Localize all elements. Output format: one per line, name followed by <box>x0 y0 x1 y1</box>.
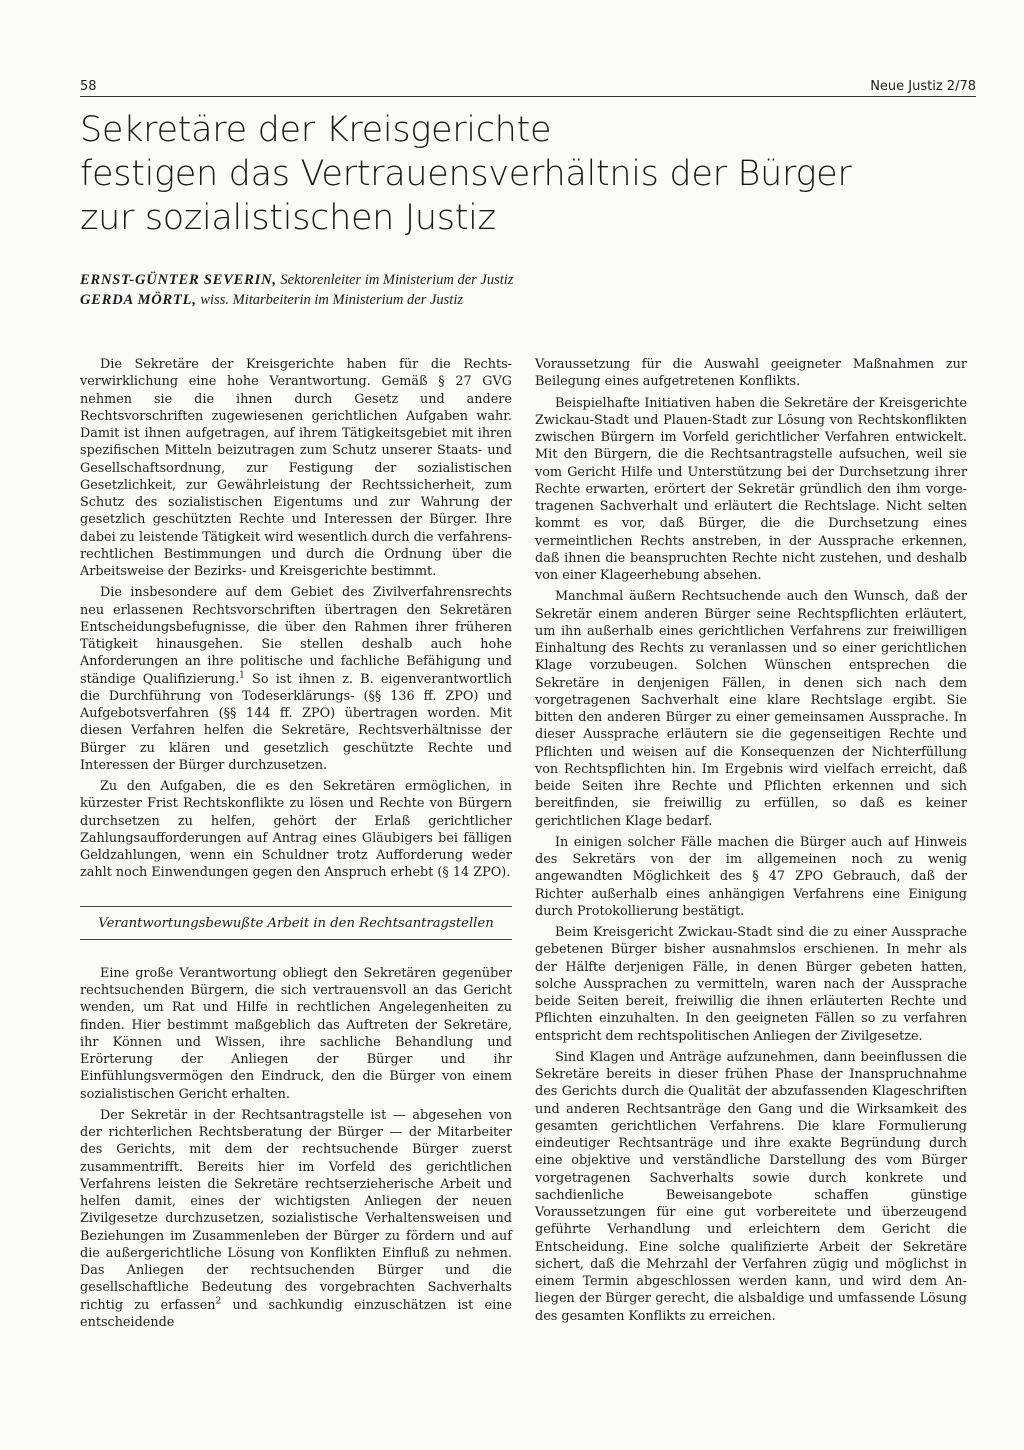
author-role: Sektorenleiter im Ministerium der Justiz <box>280 272 514 288</box>
author-role: wiss. Mitarbeiterin im Ministerium der Justiz <box>200 292 463 308</box>
left-column <box>80 356 512 1331</box>
paragraph: Eine große Verantwortung obliegt den Sekretären gegenüber rechtsuchenden Bürgern, die sich vertrauensvoll an das Gericht wenden, um Rat und Hilfe in rechtlichen Angelegenheiten zu finden. Hier bestimmt maßgeblich das Auftreten der Sekretäre, ihr Können und Wissen, ihre sachliche Behandlung und Erörterung der Anliegen der Bürger und ihr Einfühlungsvermögen den Eindruck, den die Bürger von einem sozialistischen Gericht erhalten. <box>80 965 512 1102</box>
author-line <box>80 290 980 310</box>
title-line: festigen das Vertrauensverhältnis der Bürger <box>80 154 852 194</box>
running-header <box>80 76 976 98</box>
title-line: zur sozialistischen Justiz <box>80 198 496 238</box>
paragraph: In einigen solcher Fälle machen die Bürger auch auf Hinweis des Sekretärs von der im allgemeinen noch zu wenig angewandten Möglichkeit des § 47 ZPO Gebrauch, daß der Richter außerhalb eines anhängigen Verfahrens eine Einigung durch Protokollierung bestätigt. <box>535 834 967 919</box>
paragraph: Zu den Aufgaben, die es den Sekretären ermöglichen, in kürzester Frist Rechtskonflikte zu lösen und Rechte von Bürgern durchsetzen zu helfen, gehört der Erlaß gerichtlicher Zahlungsaufforderungen auf Antrag eines Gläubigers bei fälligen Geldzahlungen, wenn ein Schuldner trotz Aufforderung weder zahlt noch Einwendungen gegen den Anspruch erhebt (§ 14 ZPO). <box>80 779 512 881</box>
journal-issue: Neue Justiz 2/78 <box>870 79 976 94</box>
article-title <box>80 108 980 240</box>
paragraph: Manchmal äußern Rechtsuchende auch den Wunsch, daß der Sekretär einem anderen Bürger seine Rechtspflichten erläutert, um ihn außerhalb eines gerichtlichen Verfahrens zur freiwilligen Einhaltung des Rechts zu veranlassen und so einer gerichtlichen Klage vorzubeugen. Solchen Wünschen entsprechen die Sekretäre in denjenigen Fällen, in denen sich nach dem vorgetragenen Sachverhalt eine klare Rechtslage ergibt. Sie bitten den anderen Bürger zu einer gemeinsamen Aussprache. In dieser Aussprache erläutern sie die gegenseitigen Rechte und Pflichten und weisen auf die Konsequenzen der Nichterfüllung von Rechtspflichten hin. Im Ergebnis wird vielfach erreicht, daß beide Seiten ihre Rechte und Pflichten erkennen und sich bereitfinden, sie freiwillig zu erfüllen, so daß es keiner gerichtlichen Klage bedarf. <box>535 589 967 829</box>
paragraph-text: Der Sekretär in der Rechtsantragstelle ist — abgesehen von der richterlichen Rechtsberatung der Bürger — der Mitarbeiter des Gerichts, mit dem der rechtsuchende Bürger zuerst zusammentrifft. Bereits hier im Vorfeld des gerichtlichen Verfahrens leisten die Sekretäre rechtserzieherische Arbeit und helfen damit, eines der wichtigsten Anliegen der neuen Zivilgesetze durchzusetzen, sozialistische Verhaltensweisen und Beziehungen im Zusammenleben der Bürger zu fördern und auf die außergerichtliche Lösung von Konflikten Einfluß zu nehmen. Das Anliegen der rechtsuchenden Bürger und die gesellschaftliche Bedeutung des vorgebrachten Sachverhalts richtig zu erfassen <box>80 1107 512 1313</box>
paragraph <box>80 584 512 774</box>
paragraph-text: Die insbesondere auf dem Gebiet des Zivilverfahrensrechts neu erlassenen Rechtsvorschriften übertragen den Sekretären Entscheidungsbefugnisse, die über den Rahmen ihrer früheren Tätigkeit hinausgehen. Sie stellen deshalb auch hohe Anforderungen an ihre politische und fachliche Befähigung und ständige Qualifizierung. <box>80 585 512 687</box>
title-line: Sekretäre der Kreisgerichte <box>80 110 552 150</box>
header-rule <box>80 96 976 97</box>
paragraph: Die Sekretäre der Kreisgerichte haben für die Rechtsverwirklichung eine hohe Verantwortung. Gemäß § 27 GVG nehmen sie die ihnen durch Gesetz und andere Rechtsvorschriften zugewiesenen gerichtlichen Aufgaben wahr. Damit ist ihnen aufgetragen, auf ihrem Tätigkeitsgebiet mit ihren spezifischen Mitteln beizutragen zum Schutz unserer Staats- und Gesellschaftsordnung, zur Festigung der sozialistischen Gesetzlichkeit, zur Gewährleistung der Rechtssicherheit, zum Schutz des sozialistischen Eigentums und zur Wahrung der gesetzlich geschützten Rechte und Interessen der Bürger. Ihre dabei zu leistende Tätigkeit wird wesentlich durch die verfahrensrechtlichen Bestimmungen und durch die Ordnung über die Arbeitsweise der Bezirks- und Kreisgerichte bestimmt. <box>80 357 512 579</box>
author-name: ERNST-GÜNTER SEVERIN, <box>80 272 277 288</box>
paragraph: Voraussetzung für die Auswahl geeigneter Maßnahmen zur Beilegung eines aufgetretenen Konflikts. <box>535 357 967 390</box>
page-number: 58 <box>80 79 97 94</box>
paragraph <box>80 1107 512 1331</box>
paragraph: Sind Klagen und Anträge aufzunehmen, dann beeinflussen die Sekretäre bereits in dieser frühen Phase der Inanspruchnahme des Gerichts durch die Qualität der abzufassenden Klageschriften und anderen Rechtsanträge den Gang und die Wirksamkeit des gesamten gerichtlichen Verfahrens. Die klare Formulierung eindeutiger Rechtsanträge und ihre exakte Begründung durch eine objektive und verständliche Darstellung des vom Bürger vorgetragenen Sachverhalts sowie durch konkrete und sachdienliche Beweisangebote schaffen günstige Voraussetzungen für eine gut vorbereitete und überzeugend geführte Verhandlung und erleichtern dem Gericht die Entscheidung. Eine solche qualifizierte Arbeit der Sekretäre sichert, daß die Mehrzahl der Verfahren zügig und möglichst in einem Termin abgeschlossen werden kann, und wird dem Anliegen der Bürger gerecht, die alsbaldige und umfassende Lösung des gesamten Konflikts zu erreichen. <box>535 1049 967 1324</box>
section-heading: Verantwortungsbewußte Arbeit in den Rechtsantragstellen <box>80 906 512 940</box>
paragraph: Beispielhafte Initiativen haben die Sekretäre der Kreisgerichte Zwickau-Stadt und Plauen-Stadt zur Lösung von Rechtskonflikten zwischen Bürgern im Vorfeld gerichtlicher Verfahren entwickelt. Mit den Bürgern, die die Rechtsantragstelle aufsuchen, weil sie vom Gericht Hilfe und Unterstützung bei der Durchsetzung ihrer Rechte erwarten, erörtert der Sekretär gründlich den ihm vorgetragenen Sachverhalt und erläutert die Rechtslage. Nicht selten kommt es vor, daß Bürger, die die Durchsetzung eines vermeintlichen Rechts anstreben, in der Aussprache erkennen, daß ihnen die beanspruchten Rechte nicht zustehen, und deshalb von einer Klageerhebung absehen. <box>535 395 967 583</box>
footnote-ref: 1 <box>239 670 245 681</box>
author-block <box>80 270 980 310</box>
right-column <box>535 356 967 1325</box>
paragraph-text: So ist ihnen z. B. eigenverantwortlich die Durchführung von Todeserklärungs- (§§ 136 ff. ZPO) und Aufgebotsverfahren (§§ 144 ff. ZPO) übertragen worden. Mit diesen Verfahren helfen die Sekretäre, Rechtsverhältnisse der Bürger zu klären und gesetzlich geschützte Rechte und Interessen der Bürger durchzusetzen. <box>80 671 512 773</box>
paragraph: Beim Kreisgericht Zwickau-Stadt sind die zu einer Aussprache gebetenen Bürger bisher ausnahmslos erschienen. In mehr als der Hälfte derjenigen Fälle, in denen Bürger gebeten hatten, solche Aussprachen zu vermitteln, waren nach der Aussprache beide Seiten bereit, freiwillig die ihnen erläuterten Rechte und Pflichten einzuhalten. In den geeigneten Fällen so zu verfahren entspricht dem rechtspolitischen Anliegen der Zivilgesetze. <box>535 925 967 1044</box>
footnote-ref: 2 <box>215 1296 222 1307</box>
paragraph-text: und sachkundig einzuschätzen ist eine entscheidende <box>80 1297 512 1330</box>
author-line <box>80 270 980 290</box>
author-name: GERDA MÖRTL, <box>80 292 197 308</box>
